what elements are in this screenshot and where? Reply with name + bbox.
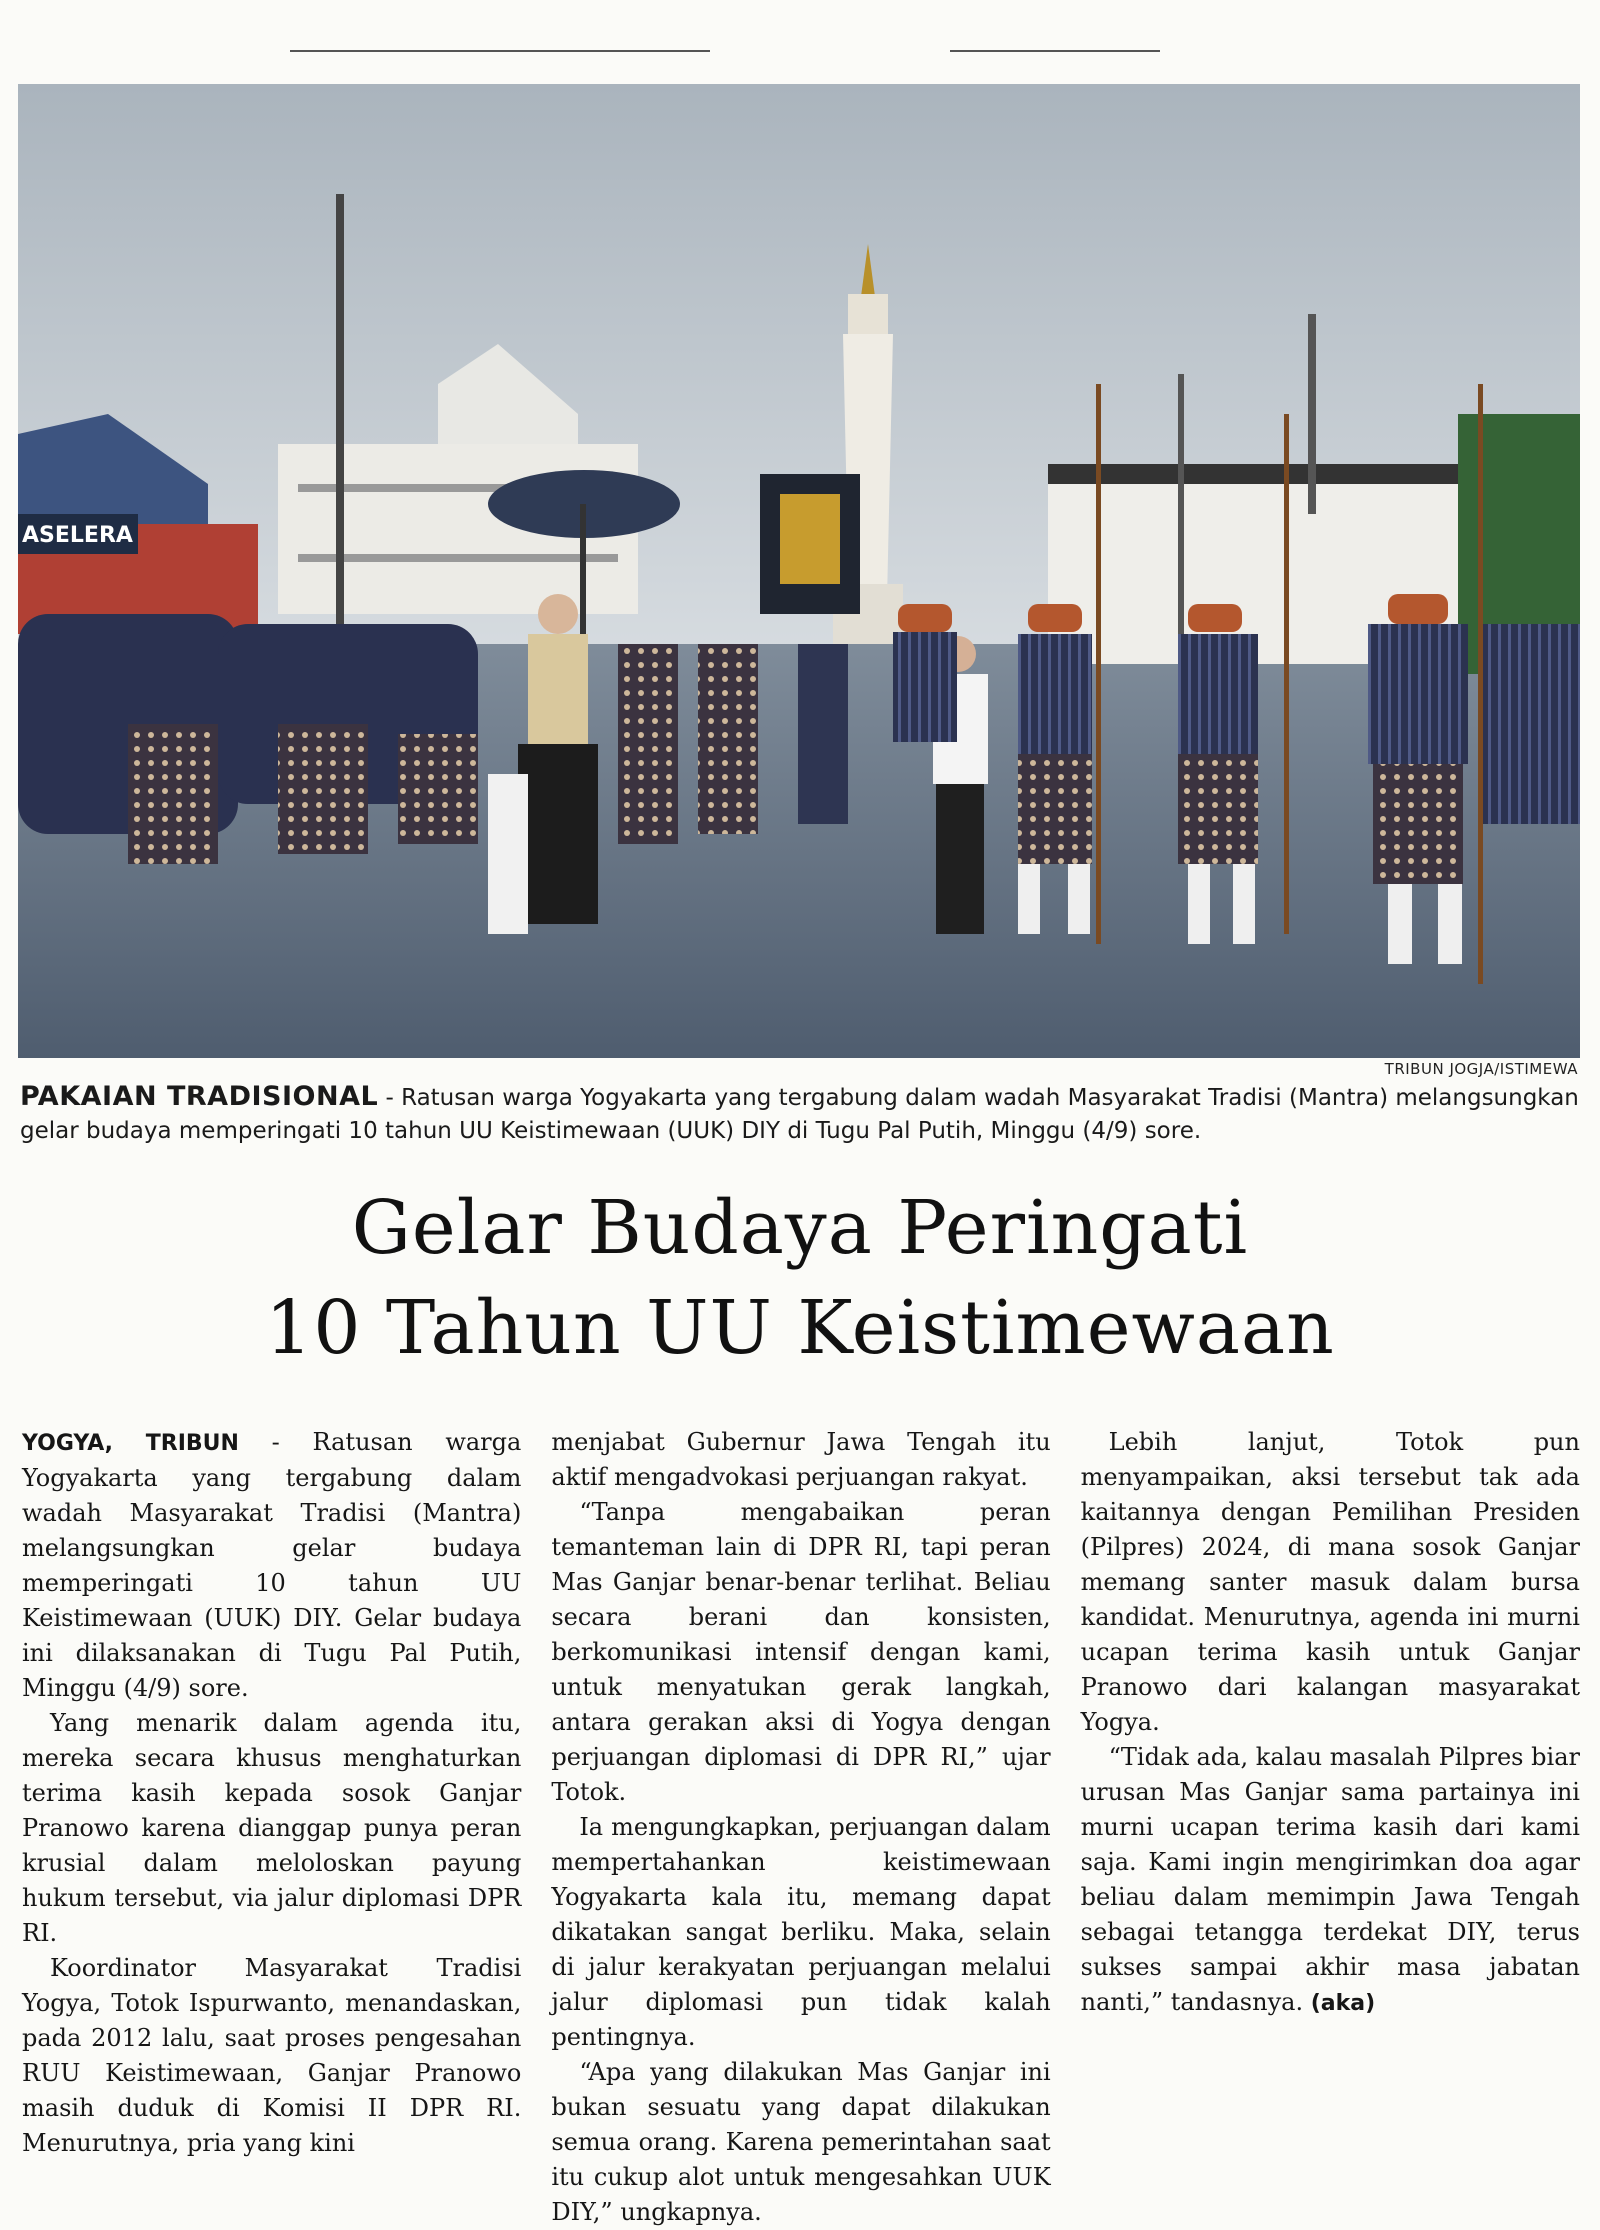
article-paragraph: menjabat Gubernur Jawa Tengah itu aktif mengadvokasi perjuangan rakyat. [551, 1428, 1051, 1491]
article-paragraph: Ia mengungkapkan, perjuangan dalam mempertahankan keistimewaan Yogyakarta kala itu, memang dapat dikatakan sangat berliku. Maka, selain di jalur kerakyatan perjuangan melalui jalur diplomasi pun tidak kalah pentingnya. [551, 1813, 1051, 2051]
dateline: YOGYA, TRIBUN [22, 1431, 239, 1456]
article-paragraph: YOGYA, TRIBUN - Ratusan warga Yogyakarta yang tergabung dalam wadah Masyarakat Tradisi (Mantra) melangsungkan gelar budaya memperingati 10 tahun UU Keistimewaan (UUK) DIY. Gelar budaya ini dilaksanakan di Tugu Pal Putih, Minggu (4/9) sore. [22, 1428, 522, 1702]
author-signature: (aka) [1310, 1991, 1376, 2016]
article-paragraph: “Tidak ada, kalau masalah Pilpres biar urusan Mas Ganjar sama partainya ini murni ucapan terima kasih dari kami saja. Kami ingin mengirimkan doa agar beliau dalam memimpin Jawa Tengah sebagai tetangga terdekat DIY, terus sukses sampai akhir masa jabatan nanti,” tandasnya. (aka) [1080, 1743, 1580, 2016]
article-paragraph: Lebih lanjut, Totok pun menyampaikan, aksi tersebut tak ada kaitannya dengan Pemilihan Presiden (Pilpres) 2024, di mana sosok Ganjar memang santer masuk dalam bursa kandidat. Menurutnya, agenda ini murni ucapan terima kasih untuk Ganjar Pranowo dari kalangan masyarakat Yogya. [1080, 1428, 1580, 1736]
photo-caption [20, 1080, 1580, 1148]
caption-text: - Ratusan warga Yogyakarta yang tergabung dalam wadah Masyarakat Tradisi (Mantra) melangsungkan gelar budaya memperingati 10 tahun UU Keistimewaan (UUK) DIY di Tugu Pal Putih, Minggu (4/9) sore. [20, 1085, 1579, 1144]
news-photo [18, 84, 1580, 1058]
article-column-2 [551, 1425, 1051, 2226]
headline [0, 1178, 1600, 1378]
photo-credit: TRIBUN JOGJA/ISTIMEWA [1384, 1060, 1578, 1078]
top-rule-right [950, 50, 1160, 52]
top-rule-left [290, 50, 710, 52]
article-body [22, 1425, 1580, 2226]
headline-line-2: 10 Tahun UU Keistimewaan [265, 1285, 1335, 1371]
article-column-1 [22, 1425, 521, 2185]
article-paragraph: Yang menarik dalam agenda itu, mereka secara khusus menghaturkan terima kasih kepada sosok Ganjar Pranowo karena dianggap punya peran krusial dalam meloloskan payung hukum tersebut, via jalur diplomasi DPR RI. [22, 1709, 522, 1947]
article-column-3 [1081, 1425, 1580, 2185]
article-paragraph: “Apa yang dilakukan Mas Ganjar ini bukan sesuatu yang dapat dilakukan semua orang. Karena pemerintahan saat itu cukup alot untuk mengesahkan UUK DIY,” ungkapnya. [551, 2058, 1051, 2226]
caption-lead: PAKAIAN TRADISIONAL [20, 1081, 379, 1112]
article-paragraph: “Tanpa mengabaikan peran temanteman lain di DPR RI, tapi peran Mas Ganjar benar-benar terlihat. Beliau secara berani dan konsisten, berkomunikasi intensif dengan kami, untuk menyatukan gerak langkah, antara gerakan aksi di Yogya dengan perjuangan diplomasi di DPR RI,” ujar Totok. [551, 1498, 1051, 1806]
sign-text: ASELERA [22, 523, 133, 548]
headline-line-1: Gelar Budaya Peringati [351, 1185, 1249, 1271]
article-paragraph: Koordinator Masyarakat Tradisi Yogya, Totok Ispurwanto, menandaskan, pada 2012 lalu, saat proses pengesahan RUU Keistimewaan, Ganjar Pranowo masih duduk di Komisi II DPR RI. Menurutnya, pria yang kini [22, 1954, 522, 2157]
